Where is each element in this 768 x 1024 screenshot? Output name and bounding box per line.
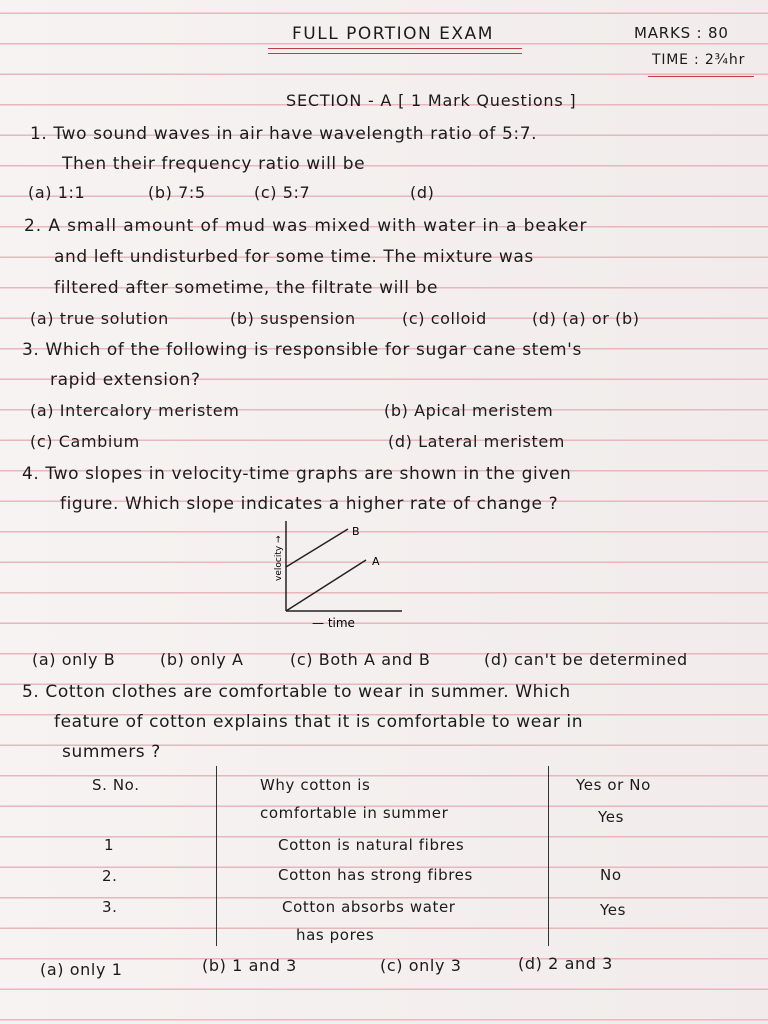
q3-option-d: (d) Lateral meristem [388, 432, 565, 451]
q3-option-c: (c) Cambium [30, 432, 140, 451]
row-text-continuation: has pores [296, 926, 375, 944]
slope-a-line [286, 560, 366, 611]
q1-option-b: (b) 7:5 [148, 183, 206, 202]
q5-line1: 5. Cotton clothes are comfortable to wear in summer. Which [22, 682, 571, 702]
table-divider-left [216, 766, 217, 946]
marks-label: MARKS : 80 [634, 24, 729, 42]
q3-option-a: (a) Intercalory meristem [30, 401, 240, 420]
row-text: Cotton has strong fibres [278, 866, 473, 884]
q4-line2: figure. Which slope indicates a higher rate of change ? [60, 494, 559, 514]
time-underline [648, 76, 754, 77]
table-header-answer-value: Yes [598, 808, 625, 826]
row-text: Cotton absorbs water [282, 898, 456, 916]
q1-option-d: (d) [410, 183, 435, 202]
q2-line2: and left undisturbed for some time. The mixture was [54, 247, 534, 267]
label-a: A [372, 555, 380, 568]
q2-option-d: (d) (a) or (b) [532, 309, 640, 328]
q5-line3: summers ? [62, 742, 161, 762]
row-sno: 1 [104, 836, 115, 854]
q4-line1: 4. Two slopes in velocity-time graphs are shown in the given [22, 464, 572, 484]
q1-option-c: (c) 5:7 [254, 183, 311, 202]
q2-line1: 2. A small amount of mud was mixed with water in a beaker [24, 216, 588, 236]
section-heading: SECTION - A [ 1 Mark Questions ] [286, 91, 577, 110]
row-text: Cotton is natural fibres [278, 836, 465, 854]
label-b: B [352, 525, 360, 538]
y-axis-label: velocity → [274, 535, 284, 581]
q4-option-b: (b) only A [160, 650, 244, 669]
q5-option-a: (a) only 1 [40, 960, 123, 979]
q4-option-c: (c) Both A and B [290, 650, 431, 669]
table-header-reason: Why cotton is [260, 776, 371, 794]
q1-line1: 1. Two sound waves in air have wavelength ratio of 5:7. [30, 124, 538, 144]
velocity-time-graph [250, 515, 420, 635]
table-divider-right [548, 766, 549, 946]
q2-option-c: (c) colloid [402, 309, 487, 328]
time-label: TIME : 2¾hr [652, 52, 746, 68]
title-underline [268, 48, 522, 54]
row-sno: 3. [102, 898, 118, 916]
row-answer: Yes [600, 901, 627, 919]
slope-b-line [286, 529, 348, 567]
q3-line2: rapid extension? [50, 370, 201, 390]
table-header-reason-line2: comfortable in summer [260, 804, 449, 822]
q2-option-a: (a) true solution [30, 309, 169, 328]
x-axis-label: — time [312, 616, 355, 630]
q5-option-c: (c) only 3 [380, 956, 462, 975]
exam-title: FULL PORTION EXAM [292, 24, 494, 44]
q3-line1: 3. Which of the following is responsible for sugar cane stem's [22, 340, 582, 360]
row-answer: No [600, 866, 622, 884]
q3-option-b: (b) Apical meristem [384, 401, 554, 420]
q4-option-a: (a) only B [32, 650, 116, 669]
q2-line3: filtered after sometime, the filtrate will be [54, 278, 438, 298]
q5-option-d: (d) 2 and 3 [518, 954, 613, 973]
q5-line2: feature of cotton explains that it is comfortable to wear in [54, 712, 584, 732]
q1-line2: Then their frequency ratio will be [62, 154, 366, 174]
table-header-answer: Yes or No [576, 776, 651, 794]
q5-option-b: (b) 1 and 3 [202, 956, 297, 975]
q4-option-d: (d) can't be determined [484, 650, 688, 669]
q1-option-a: (a) 1:1 [28, 183, 86, 202]
q2-option-b: (b) suspension [230, 309, 356, 328]
table-header-sno: S. No. [92, 776, 140, 794]
row-sno: 2. [102, 867, 118, 885]
